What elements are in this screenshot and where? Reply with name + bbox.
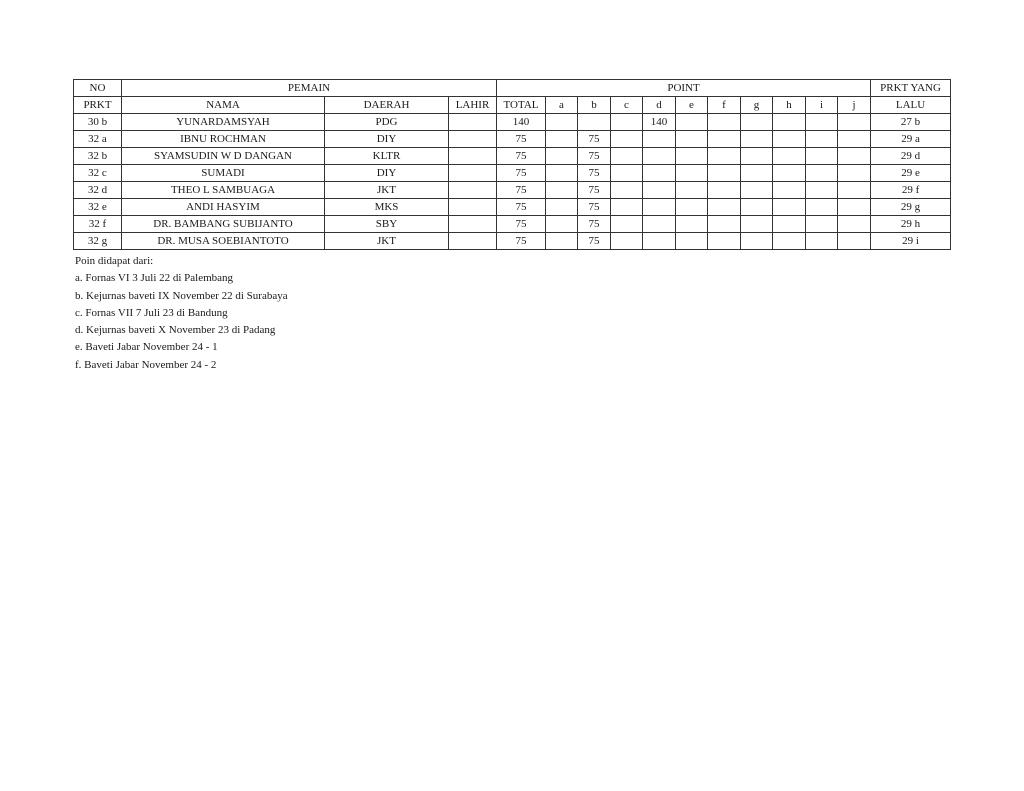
point-c-cell — [611, 131, 643, 148]
nama-cell: DR. BAMBANG SUBIJANTO — [122, 216, 325, 233]
point-d-cell — [643, 182, 676, 199]
nama-cell: THEO L SAMBUAGA — [122, 182, 325, 199]
header-prkt-yang: PRKT YANG — [871, 80, 951, 97]
prkt-cell: 30 b — [74, 114, 122, 131]
header-point-i: i — [806, 97, 838, 114]
nama-cell: SYAMSUDIN W D DANGAN — [122, 148, 325, 165]
prkt-cell: 32 b — [74, 148, 122, 165]
lahir-cell — [449, 165, 497, 182]
point-h-cell — [773, 199, 806, 216]
point-d-cell — [643, 131, 676, 148]
total-cell: 140 — [497, 114, 546, 131]
point-e-cell — [676, 114, 708, 131]
total-cell: 75 — [497, 165, 546, 182]
nama-cell: IBNU ROCHMAN — [122, 131, 325, 148]
point-a-cell — [546, 182, 578, 199]
prkt-cell: 32 e — [74, 199, 122, 216]
point-b-cell: 75 — [578, 182, 611, 199]
point-c-cell — [611, 182, 643, 199]
notes-item: d. Kejurnas baveti X November 23 di Padang — [75, 324, 276, 337]
notes-item: f. Baveti Jabar November 24 - 2 — [75, 358, 217, 371]
point-i-cell — [806, 165, 838, 182]
point-a-cell — [546, 148, 578, 165]
header-pemain: PEMAIN — [122, 80, 497, 97]
header-point-a: a — [546, 97, 578, 114]
point-e-cell — [676, 182, 708, 199]
daerah-cell: JKT — [325, 182, 449, 199]
point-b-cell: 75 — [578, 131, 611, 148]
point-f-cell — [708, 148, 741, 165]
daerah-cell: MKS — [325, 199, 449, 216]
point-f-cell — [708, 233, 741, 250]
header-nama: NAMA — [122, 97, 325, 114]
point-d-cell — [643, 233, 676, 250]
point-e-cell — [676, 131, 708, 148]
notes-item: a. Fornas VI 3 Juli 22 di Palembang — [75, 272, 234, 285]
point-d-cell — [643, 165, 676, 182]
nama-cell: DR. MUSA SOEBIANTOTO — [122, 233, 325, 250]
point-i-cell — [806, 199, 838, 216]
point-e-cell — [676, 148, 708, 165]
lahir-cell — [449, 114, 497, 131]
prkt-cell: 32 g — [74, 233, 122, 250]
point-h-cell — [773, 216, 806, 233]
prkt-cell: 32 c — [74, 165, 122, 182]
point-g-cell — [741, 216, 773, 233]
header-point-c: c — [611, 97, 643, 114]
point-b-cell — [578, 114, 611, 131]
prkt-cell: 32 a — [74, 131, 122, 148]
total-cell: 75 — [497, 131, 546, 148]
header-point-e: e — [676, 97, 708, 114]
point-g-cell — [741, 131, 773, 148]
total-cell: 75 — [497, 216, 546, 233]
point-a-cell — [546, 199, 578, 216]
point-g-cell — [741, 182, 773, 199]
point-c-cell — [611, 199, 643, 216]
prkt-cell: 32 f — [74, 216, 122, 233]
point-j-cell — [838, 216, 871, 233]
point-c-cell — [611, 114, 643, 131]
daerah-cell: SBY — [325, 216, 449, 233]
point-g-cell — [741, 199, 773, 216]
point-j-cell — [838, 114, 871, 131]
table-row — [74, 216, 951, 233]
point-c-cell — [611, 165, 643, 182]
header-daerah: DAERAH — [325, 97, 449, 114]
lalu-cell: 29 a — [871, 131, 951, 148]
lalu-cell: 29 g — [871, 199, 951, 216]
point-i-cell — [806, 233, 838, 250]
table-row — [74, 233, 951, 250]
total-cell: 75 — [497, 148, 546, 165]
prkt-cell: 32 d — [74, 182, 122, 199]
point-f-cell — [708, 182, 741, 199]
point-g-cell — [741, 148, 773, 165]
point-h-cell — [773, 131, 806, 148]
lalu-cell: 29 i — [871, 233, 951, 250]
point-a-cell — [546, 165, 578, 182]
point-j-cell — [838, 199, 871, 216]
point-j-cell — [838, 165, 871, 182]
point-a-cell — [546, 114, 578, 131]
point-c-cell — [611, 216, 643, 233]
header-row-1 — [74, 80, 951, 97]
point-j-cell — [838, 131, 871, 148]
daerah-cell: DIY — [325, 131, 449, 148]
header-point: POINT — [497, 80, 871, 97]
header-point-h: h — [773, 97, 806, 114]
total-cell: 75 — [497, 233, 546, 250]
lahir-cell — [449, 199, 497, 216]
point-a-cell — [546, 233, 578, 250]
nama-cell: ANDI HASYIM — [122, 199, 325, 216]
table-row — [74, 165, 951, 182]
point-i-cell — [806, 182, 838, 199]
point-f-cell — [708, 131, 741, 148]
point-a-cell — [546, 131, 578, 148]
point-e-cell — [676, 199, 708, 216]
lalu-cell: 29 d — [871, 148, 951, 165]
ranking-table — [73, 79, 951, 250]
daerah-cell: KLTR — [325, 148, 449, 165]
header-point-j: j — [838, 97, 871, 114]
header-prkt: PRKT — [74, 97, 122, 114]
header-lalu: LALU — [871, 97, 951, 114]
lalu-cell: 29 e — [871, 165, 951, 182]
point-j-cell — [838, 233, 871, 250]
point-b-cell: 75 — [578, 165, 611, 182]
header-point-b: b — [578, 97, 611, 114]
point-i-cell — [806, 114, 838, 131]
point-b-cell: 75 — [578, 148, 611, 165]
points-source-notes — [75, 253, 288, 374]
point-e-cell — [676, 233, 708, 250]
point-b-cell: 75 — [578, 233, 611, 250]
notes-item: b. Kejurnas baveti IX November 22 di Surabaya — [75, 289, 288, 302]
header-point-g: g — [741, 97, 773, 114]
point-f-cell — [708, 216, 741, 233]
lahir-cell — [449, 148, 497, 165]
lahir-cell — [449, 131, 497, 148]
lalu-cell: 29 f — [871, 182, 951, 199]
nama-cell: YUNARDAMSYAH — [122, 114, 325, 131]
daerah-cell: DIY — [325, 165, 449, 182]
notes-item: c. Fornas VII 7 Juli 23 di Bandung — [75, 306, 228, 319]
header-point-d: d — [643, 97, 676, 114]
total-cell: 75 — [497, 199, 546, 216]
header-point-f: f — [708, 97, 741, 114]
point-h-cell — [773, 114, 806, 131]
lalu-cell: 29 h — [871, 216, 951, 233]
point-h-cell — [773, 182, 806, 199]
point-h-cell — [773, 148, 806, 165]
header-row-2 — [74, 97, 951, 114]
point-f-cell — [708, 199, 741, 216]
point-g-cell — [741, 165, 773, 182]
point-a-cell — [546, 216, 578, 233]
point-i-cell — [806, 148, 838, 165]
nama-cell: SUMADI — [122, 165, 325, 182]
point-d-cell: 140 — [643, 114, 676, 131]
point-d-cell — [643, 199, 676, 216]
table-row — [74, 114, 951, 131]
point-e-cell — [676, 165, 708, 182]
notes-heading: Poin didapat dari: — [75, 255, 154, 267]
lahir-cell — [449, 216, 497, 233]
total-cell: 75 — [497, 182, 546, 199]
lalu-cell: 27 b — [871, 114, 951, 131]
table-row — [74, 148, 951, 165]
header-lahir: LAHIR — [449, 97, 497, 114]
notes-item: e. Baveti Jabar November 24 - 1 — [75, 341, 218, 354]
point-c-cell — [611, 148, 643, 165]
point-d-cell — [643, 216, 676, 233]
lahir-cell — [449, 182, 497, 199]
point-h-cell — [773, 165, 806, 182]
point-b-cell: 75 — [578, 199, 611, 216]
point-g-cell — [741, 114, 773, 131]
point-f-cell — [708, 114, 741, 131]
table-row — [74, 199, 951, 216]
point-d-cell — [643, 148, 676, 165]
point-j-cell — [838, 182, 871, 199]
daerah-cell: PDG — [325, 114, 449, 131]
point-j-cell — [838, 148, 871, 165]
header-no: NO — [74, 80, 122, 97]
table-row — [74, 131, 951, 148]
header-total: TOTAL — [497, 97, 546, 114]
point-f-cell — [708, 165, 741, 182]
point-g-cell — [741, 233, 773, 250]
point-i-cell — [806, 131, 838, 148]
point-h-cell — [773, 233, 806, 250]
daerah-cell: JKT — [325, 233, 449, 250]
point-b-cell: 75 — [578, 216, 611, 233]
point-c-cell — [611, 233, 643, 250]
point-i-cell — [806, 216, 838, 233]
lahir-cell — [449, 233, 497, 250]
table-row — [74, 182, 951, 199]
point-e-cell — [676, 216, 708, 233]
